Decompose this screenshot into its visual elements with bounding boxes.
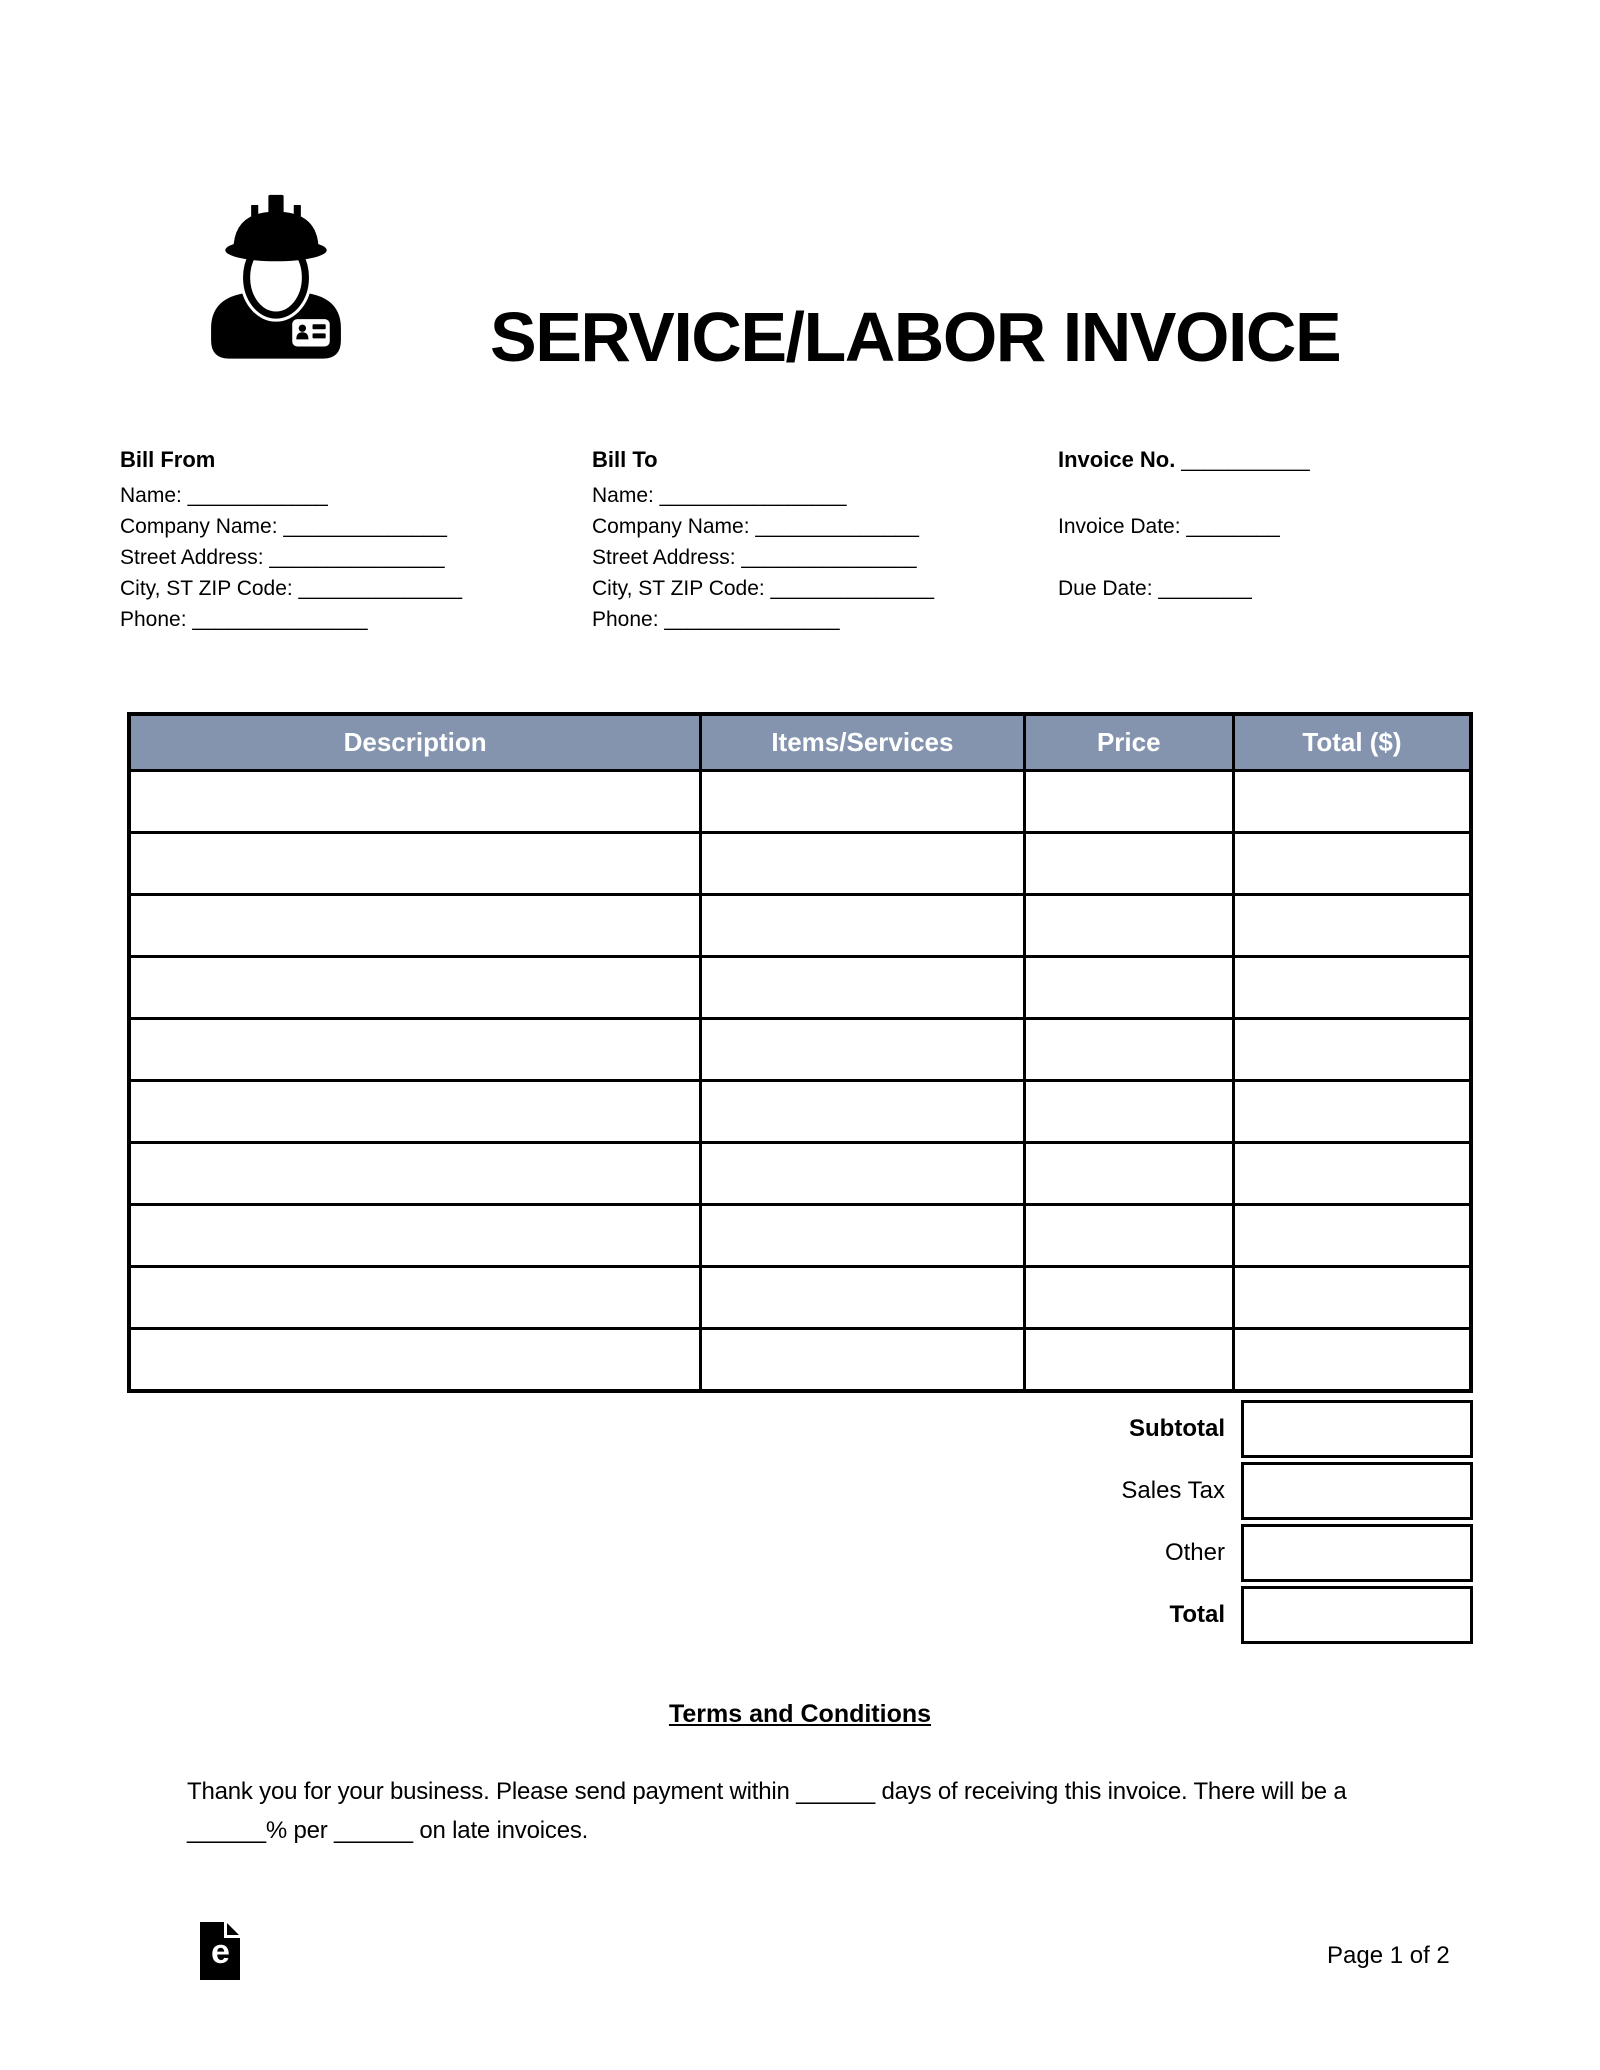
invoice-number-field[interactable] (1058, 448, 1528, 473)
invoice-items-table (127, 712, 1473, 1393)
table-cell[interactable] (1024, 771, 1233, 833)
table-cell[interactable] (701, 833, 1024, 895)
table-cell[interactable] (1024, 895, 1233, 957)
terms-heading: Terms and Conditions (668, 1700, 932, 1728)
bill-to-name-field[interactable]: Name: ________________ (592, 484, 847, 507)
invoice-number-blank[interactable]: ___________ (1181, 449, 1310, 472)
table-cell[interactable] (1233, 1329, 1471, 1392)
bill-from-name-field[interactable]: Name: ____________ (120, 484, 328, 507)
eforms-logo-icon (200, 1922, 240, 1980)
table-row (129, 895, 1471, 957)
table-cell[interactable] (1233, 1143, 1471, 1205)
summary-section (127, 1400, 1473, 1648)
table-cell[interactable] (1024, 1267, 1233, 1329)
bill-to-heading: Bill To (592, 447, 658, 472)
page-title: SERVICE/LABOR INVOICE (490, 298, 1341, 376)
summary-label-sales-tax: Sales Tax (1121, 1477, 1225, 1504)
summary-value-box-subtotal[interactable] (1241, 1400, 1473, 1458)
table-cell[interactable] (1024, 957, 1233, 1019)
table-cell[interactable] (1233, 895, 1471, 957)
table-cell[interactable] (701, 895, 1024, 957)
table-cell[interactable] (129, 1019, 701, 1081)
table-row (129, 1081, 1471, 1143)
bill-to-phone-field[interactable]: Phone: _______________ (592, 608, 840, 631)
invoice-date-blank[interactable]: ________ (1186, 515, 1280, 538)
summary-label-total: Total (1169, 1601, 1225, 1628)
table-cell[interactable] (1233, 957, 1471, 1019)
table-cell[interactable] (701, 957, 1024, 1019)
table-cell[interactable] (1233, 1019, 1471, 1081)
bill-from-section (120, 448, 462, 635)
table-cell[interactable] (701, 1019, 1024, 1081)
column-header-description: Description (129, 714, 701, 771)
summary-row-sales-tax (127, 1462, 1473, 1520)
table-cell[interactable] (1233, 833, 1471, 895)
table-cell[interactable] (1233, 1205, 1471, 1267)
bill-from-street-field[interactable]: Street Address: _______________ (120, 546, 445, 569)
table-cell[interactable] (129, 833, 701, 895)
table-cell[interactable] (129, 1081, 701, 1143)
table-row (129, 833, 1471, 895)
bill-to-street-field[interactable]: Street Address: _______________ (592, 546, 917, 569)
table-cell[interactable] (1024, 1205, 1233, 1267)
table-cell[interactable] (701, 771, 1024, 833)
table-row (129, 771, 1471, 833)
table-cell[interactable] (129, 1143, 701, 1205)
table-cell[interactable] (1024, 1019, 1233, 1081)
table-cell[interactable] (1024, 1329, 1233, 1392)
table-cell[interactable] (129, 957, 701, 1019)
invoice-date-label: Invoice Date: (1058, 515, 1181, 538)
table-header-row (129, 714, 1471, 771)
table-row (129, 1205, 1471, 1267)
bill-from-company-field[interactable]: Company Name: ______________ (120, 515, 447, 538)
table-cell[interactable] (129, 895, 701, 957)
table-cell[interactable] (701, 1143, 1024, 1205)
table-row (129, 1019, 1471, 1081)
table-row (129, 1329, 1471, 1392)
summary-label-other: Other (1164, 1539, 1225, 1566)
table-cell[interactable] (129, 1329, 701, 1392)
due-date-blank[interactable]: ________ (1158, 577, 1252, 600)
table-cell[interactable] (701, 1081, 1024, 1143)
table-cell[interactable] (701, 1329, 1024, 1392)
invoice-number-label: Invoice No. (1058, 447, 1176, 472)
table-cell[interactable] (129, 771, 701, 833)
table-row (129, 957, 1471, 1019)
construction-worker-icon (205, 186, 347, 364)
summary-label-subtotal: Subtotal (1129, 1415, 1225, 1442)
summary-value-box-total[interactable] (1241, 1586, 1473, 1644)
bill-from-heading: Bill From (120, 447, 216, 472)
table-cell[interactable] (701, 1205, 1024, 1267)
bill-from-city-field[interactable]: City, ST ZIP Code: ______________ (120, 577, 463, 600)
bill-from-phone-field[interactable]: Phone: _______________ (120, 608, 368, 631)
column-header-price: Price (1024, 714, 1233, 771)
table-cell[interactable] (701, 1267, 1024, 1329)
bill-to-section (592, 448, 934, 635)
table-cell[interactable] (1024, 1143, 1233, 1205)
summary-row-other (127, 1524, 1473, 1582)
table-row (129, 1143, 1471, 1205)
table-cell[interactable] (1024, 833, 1233, 895)
table-cell[interactable] (1233, 1081, 1471, 1143)
page-number: Page 1 of 2 (1327, 1942, 1450, 1969)
due-date-label: Due Date: (1058, 577, 1153, 600)
invoice-date-field[interactable] (1058, 511, 1528, 542)
invoice-table-body (129, 771, 1471, 1392)
table-cell[interactable] (1233, 1267, 1471, 1329)
bill-to-city-field[interactable]: City, ST ZIP Code: ______________ (592, 577, 935, 600)
svg-text:e: e (211, 1933, 230, 1971)
table-cell[interactable] (1233, 771, 1471, 833)
table-cell[interactable] (129, 1205, 701, 1267)
column-header-items-services: Items/Services (701, 714, 1024, 771)
summary-value-box-sales-tax[interactable] (1241, 1462, 1473, 1520)
summary-value-box-other[interactable] (1241, 1524, 1473, 1582)
invoice-meta-section (1058, 448, 1528, 635)
table-cell[interactable] (1024, 1081, 1233, 1143)
summary-row-total (127, 1586, 1473, 1644)
due-date-field[interactable] (1058, 573, 1528, 604)
summary-row-subtotal (127, 1400, 1473, 1458)
table-row (129, 1267, 1471, 1329)
bill-to-company-field[interactable]: Company Name: ______________ (592, 515, 919, 538)
column-header-total: Total ($) (1233, 714, 1471, 771)
terms-body-text: Thank you for your business. Please send payment within ______ days of receiving this invoice. There will be a ______% per ______ on late invoices. (187, 1778, 1347, 1844)
table-cell[interactable] (129, 1267, 701, 1329)
